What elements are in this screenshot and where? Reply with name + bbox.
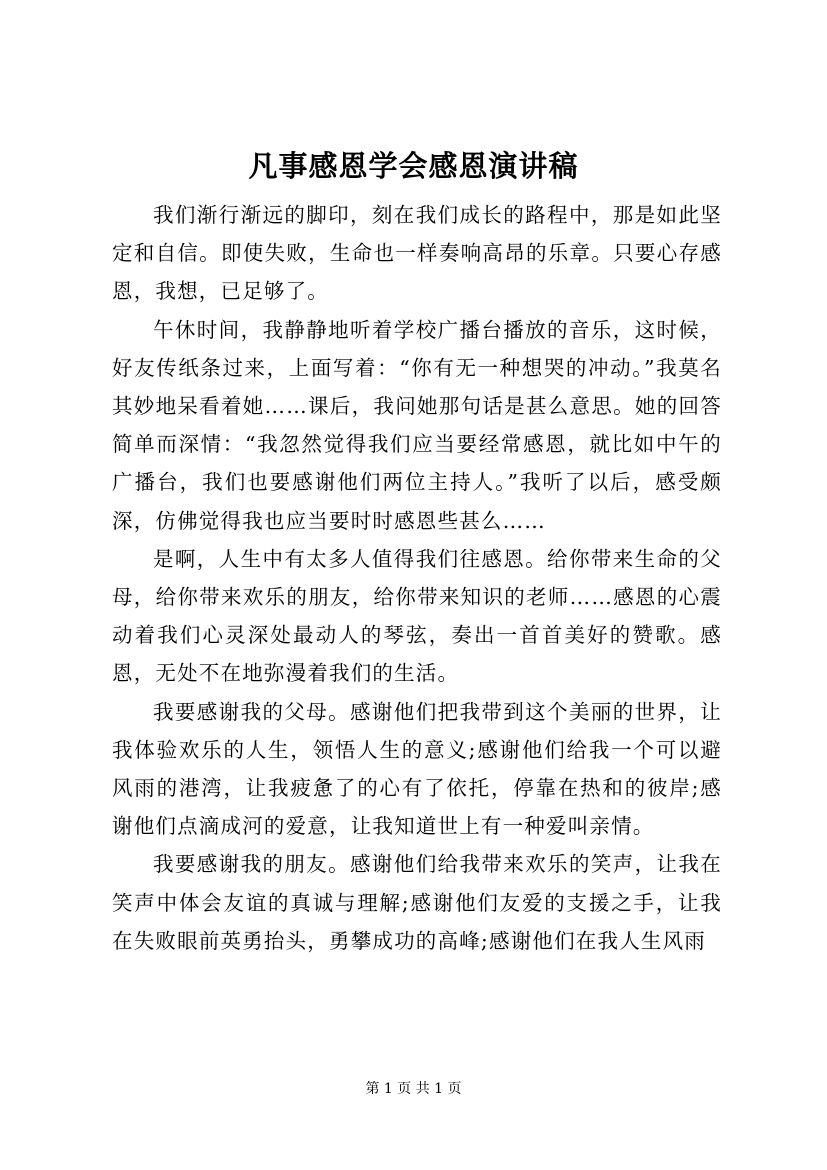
document-title: 凡事感恩学会感恩演讲稿 [248,149,579,183]
paragraph: 是啊，人生中有太多人值得我们往感恩。给你带来生命的父母，给你带来欢乐的朋友，给你带来知识的老师……感恩的心震动着我们心灵深处最动人的琴弦，奏出一首首美好的赞歌。感恩，无处不在地弥漫着我们的生活。 [112,546,722,686]
paragraph: 我要感谢我的父母。感谢他们把我带到这个美丽的世界，让我体验欢乐的人生，领悟人生的意义;感谢他们给我一个可以避风雨的港湾，让我疲惫了的心有了依托，停靠在热和的彼岸;感谢他们点滴成河的爱意，让我知道世上有一种爱叫亲情。 [112,699,722,839]
document-body [112,196,722,960]
paragraph: 午休时间，我静静地听着学校广播台播放的音乐，这时候，好友传纸条过来，上面写着：“你有无一种想哭的冲动。”我莫名其妙地呆看着她……课后，我问她那句话是甚么意思。她的回答简单而深情：“我忽然觉得我们应当要经常感恩，就比如中午的广播台，我们也要感谢他们两位主持人。”我听了以后，感受颇深，仿佛觉得我也应当要时时感恩些甚么…… [112,317,722,533]
page-footer: 第 1 页 共 1 页 [365,1081,462,1097]
paragraph: 我要感谢我的朋友。感谢他们给我带来欢乐的笑声，让我在笑声中体会友谊的真诚与理解;感谢他们友爱的支援之手，让我在失败眼前英勇抬头，勇攀成功的高峰;感谢他们在我人生风雨 [112,852,722,953]
paragraph: 我们渐行渐远的脚印，刻在我们成长的路程中，那是如此坚定和自信。即使失败，生命也一样奏响高昂的乐章。只要心存感恩，我想，已足够了。 [112,203,722,304]
